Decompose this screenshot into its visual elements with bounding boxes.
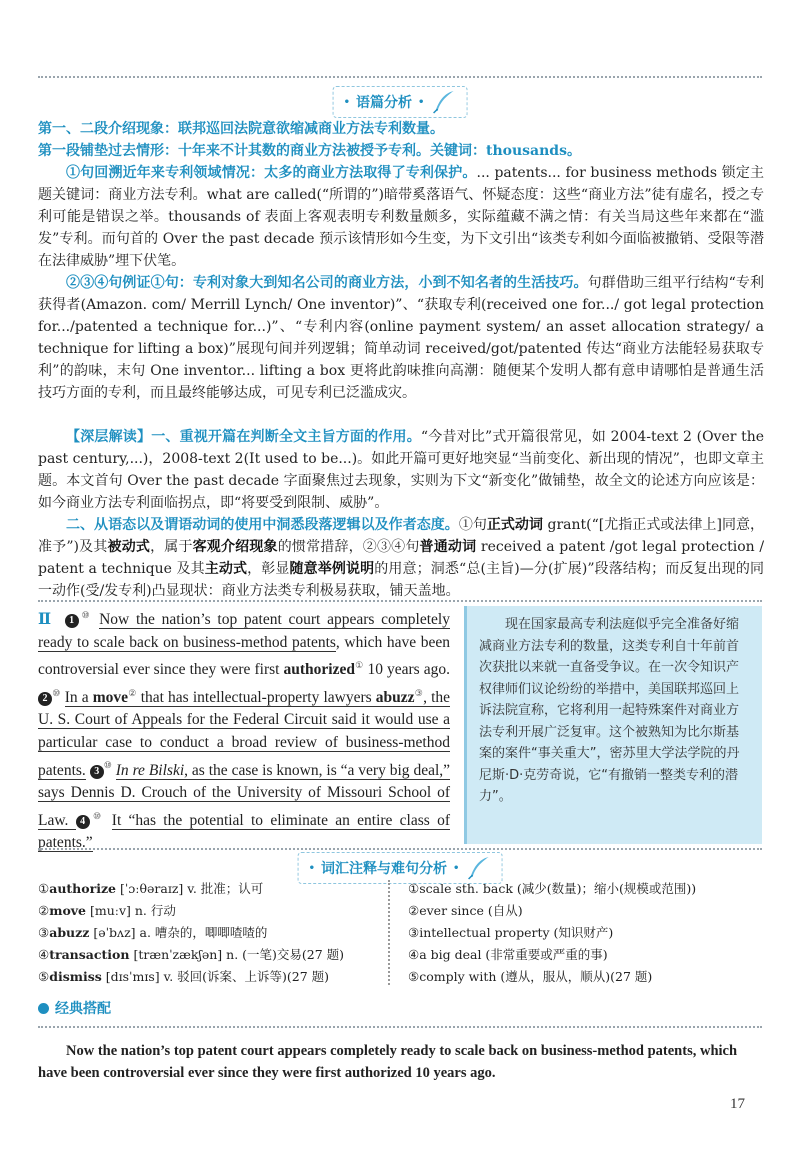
vocab-index: ③ (38, 925, 50, 940)
case-name: In re Bilski (115, 761, 185, 779)
sentence-mark: ⑩ (78, 610, 93, 620)
paragraph-number: Ⅱ (38, 611, 54, 629)
analysis-paragraph-3 (38, 426, 764, 514)
keyword: 主动式 (204, 561, 248, 577)
vocab-item (38, 900, 378, 922)
divider (38, 600, 762, 602)
collocation-title: 经典搭配 (55, 1001, 111, 1017)
vocab-index: ② (38, 903, 50, 918)
collocation-heading (38, 998, 111, 1018)
vocab-word: transaction (49, 947, 130, 962)
analysis-paragraph-4 (38, 514, 764, 602)
vocab-word: authorize (49, 881, 116, 896)
sentence-text: 10 years ago. (363, 661, 450, 679)
text: 的用意；洞悉“总(主旨)—分(扩展)”段落结构；而反复出现的同一动作(受/发专利)凸显现状：商业方法类专利极易获取，铺天盖地。 (38, 561, 765, 599)
vocab-definition: [əˈbʌz] a. 嘈杂的，唧唧喳喳的 (89, 925, 268, 940)
summary-line-1 (38, 118, 764, 140)
quill-icon (430, 89, 456, 115)
divider (38, 848, 762, 850)
vocab-item (38, 922, 378, 944)
phrase-item: ③intellectual property (知识财产) (408, 925, 614, 940)
translation-box: 现在国家最高专利法庭似乎完全准备好缩减商业方法专利的数量，这类专利自十年前首次获批以来就一直备受争议。在一次令知识产权律师们议论纷纷的举措中，美国联邦巡回上诉法院宣称，它将利用一起特殊案件对商业方法专利开展广泛复审。这个被熟知为比尔斯基案的案件“事关重大”，密苏里大学法学院的丹尼斯·D·克劳奇说，它“有撤销一整类专利的潜力”。 (464, 606, 762, 844)
vocab-word: dismiss (49, 969, 102, 984)
vocab-definition: [trænˈzækʃən] n. (一笔)交易(27 题) (129, 947, 345, 962)
vocab-item (38, 878, 378, 900)
vocab-word: authorized (283, 661, 355, 679)
classic-sentence: Now the nation’s top patent court appears completely ready to scale back on business-method patents, which have been controversial ever since they were first authorized 10 years ago. (38, 1043, 738, 1081)
summary-line-2 (38, 140, 764, 162)
sentence-number: 2 (38, 692, 52, 706)
sentence-number: 4 (76, 815, 90, 829)
section-title: 语篇分析 (356, 95, 412, 111)
vocab-index: ④ (38, 947, 50, 962)
sentence-mark: ⑩ (89, 810, 105, 821)
phrase-item: ①scale sth. back (减少(数量)；缩小(规模或范围)) (408, 881, 697, 896)
paragraph-heading: ①句回溯近年来专利领域情况：太多的商业方法取得了专利保护。 (66, 165, 477, 181)
divider (38, 1026, 762, 1028)
analysis-paragraph-1 (38, 162, 764, 272)
vocab-mark: ③ (414, 687, 424, 698)
vocab-item (38, 944, 378, 966)
phrase-item: ⑤comply with (遵从，服从，顺从)(27 题) (408, 969, 653, 984)
section-banner-analysis: • 语篇分析 • (333, 86, 468, 118)
vocab-definition: [ˈɔːθəraɪz] v. 批准；认可 (116, 881, 264, 896)
divider (38, 76, 762, 78)
summary-text: 第一段铺垫过去情形：十年来不计其数的商业方法被授予专利。关键词：thousands。 (38, 143, 581, 159)
sentence-number: 3 (90, 765, 104, 779)
vocab-list-left (38, 878, 378, 988)
text: ，属于 (150, 539, 193, 555)
paragraph-body: ... patents... for business methods 锁定主题关键词：商业方法专利。what are called(“所谓的”)暗带奚落语气、怀疑态度：这些“商业方法”徒有虚名，授之专利可能是错误之举。thousands of 表面上客观表明专利数量颇多，实际蕴藏不满之情：有关当局这些年来都在“滥发”专利。而句首的 Over the past decade 预示该情形如今生变，为下文引出“该类专利如今面临被撤销、受限等潜在法律威胁”埋下伏笔。 (38, 165, 764, 269)
sentence-mark: ⑩ (52, 687, 61, 698)
phrase-list-right (408, 878, 764, 988)
vocab-word: abuzz (375, 688, 415, 706)
keyword: 正式动词 (486, 517, 543, 533)
vocab-definition: [muːv] n. 行动 (86, 903, 176, 918)
paragraph-heading: ②③④句例证①句：专利对象大到知名公司的商业方法，小到不知名者的生活技巧。 (66, 275, 588, 291)
text: ①句 (458, 517, 487, 533)
section-banner-vocab: • 词汇注释与难句分析 • (298, 852, 503, 884)
vocab-word: move (49, 903, 86, 918)
paragraph-heading: 一、重视开篇在判断全文主旨方面的作用。 (151, 429, 421, 445)
page-number: 17 (730, 1096, 745, 1112)
paragraph-body: 句群借助三组平行结构“专利获得者(Amazon. com/ Merrill Lynch/ One inventor)”、“获取专利(received one for.../ got legal protection for.../patented a technique for...)”、“专利内容(online payment system/ an asset allocation strategy/ a technique for lifting a box)”展现句间并列逻辑；简单动词 received/got/patented 传达“商业方法能轻易获取专利”的韵味，末句 One inventor... lifting a box 更将此韵味推向高潮：随便某个发明人都有意申请哪怕是普通生活技巧方面的专利，而且最终能够达成，可见专利已泛滥成灾。 (38, 275, 764, 401)
underlined-sentence: Now the nation’s top patent court appears completely ready to scale back on business-method patents (38, 611, 450, 651)
paragraph-body: “今昔对比”式开篇很常见，如 2004-text 2 (Over the past century,...)，2008-text 2(It used to be...)。如此开篇可更好地突显“当前变化、新出现的情况”，也即文章主题。本文首句 Over the past decade 字面聚焦过去现象，实则为下文“新变化”做铺垫，故全文的论述方向应该是：如今商业方法专利面临拐点，即“将要受到限制、威胁”。 (38, 429, 765, 511)
analysis-paragraph-2 (38, 272, 764, 404)
deep-reading-tag: 【深层解读】 (66, 429, 152, 445)
sentence-text: that has intellectual-property lawyers (136, 688, 376, 706)
sentence-text: In a (64, 688, 93, 706)
summary-text: 第一、二段介绍现象：联邦巡回法院意欲缩减商业方法专利数量。 (38, 121, 444, 137)
text: 的惯常措辞，②③④句 (277, 539, 420, 555)
vocab-word: abuzz (49, 925, 90, 940)
vocab-item (38, 966, 378, 988)
keyword: 普通动词 (419, 539, 477, 555)
sentence-text: , the U. S. Court of Appeals for the Federal Circuit said it would use a particular case to conduct a broad review of business-method patents. (38, 688, 451, 779)
column-separator (388, 880, 394, 985)
vocab-mark: ① (354, 660, 364, 671)
text: ，彰显 (247, 561, 290, 577)
passage-paragraph (38, 604, 450, 855)
text: received a patent /got legal protection / patent a technique 及其 (38, 539, 765, 577)
section-title: 词汇注释与难句分析 (321, 861, 447, 877)
keyword: 随意举例说明 (289, 561, 375, 577)
text: grant(“[尤指正式或法律上]同意，准予”)及其 (38, 517, 765, 555)
phrase-item: ②ever since (自从) (408, 903, 523, 918)
vocab-index: ⑤ (38, 969, 50, 984)
vocab-definition: [dɪsˈmɪs] v. 驳回(诉案、上诉等)(27 题) (101, 969, 330, 984)
underlined-sentence: It “has the potential to eliminate an entire class of patents.” (38, 811, 450, 852)
paragraph-heading: 二、从语态以及谓语动词的使用中洞悉段落逻辑以及作者态度。 (66, 517, 459, 533)
sentence-number: 1 (65, 614, 79, 628)
keyword: 被动式 (107, 539, 151, 555)
vocab-mark: ② (128, 687, 137, 698)
sentence-text: , which have been controversial ever since they were first (38, 633, 450, 679)
underlined-sentence: , as the case is known, is “a very big deal,” says Dennis D. Crouch of the University of Missouri School of Law. (38, 761, 451, 829)
keyword: 客观介绍现象 (192, 539, 278, 555)
vocab-index: ① (38, 881, 50, 896)
sentence-mark: ⑩ (103, 760, 112, 771)
vocab-word: move (92, 688, 129, 706)
phrase-item: ④a big deal (非常重要或严重的事) (408, 947, 608, 962)
bullet-icon (38, 1003, 49, 1014)
